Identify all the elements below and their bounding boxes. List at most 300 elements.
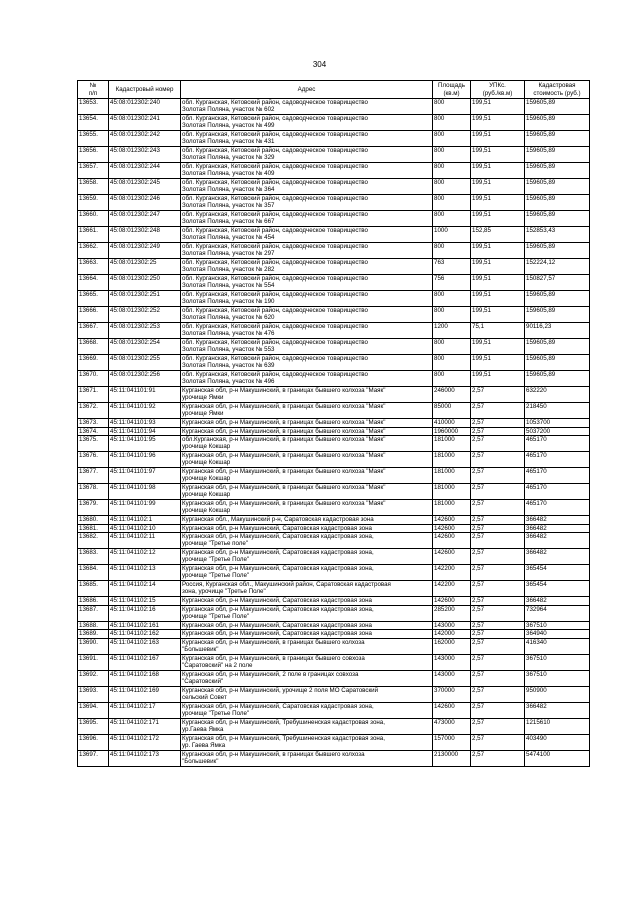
upks-value: 2,57 (471, 468, 525, 484)
table-header-row (78, 81, 590, 99)
cadastral-cost-value: 152224,12 (525, 259, 590, 275)
cadastral-cost-value: 366482 (525, 549, 590, 565)
cadastral-cost-value: 1053700 (525, 419, 590, 428)
row-number: 13670. (78, 371, 109, 387)
row-number: 13679. (78, 500, 109, 516)
cadastral-number: 45:08:012302:255 (109, 355, 181, 371)
row-number: 13690. (78, 638, 109, 654)
address-line: Золотая Поляна, участок № 454 (182, 234, 275, 242)
address-line: урочище "Третье поле" (182, 540, 249, 548)
table-row (78, 621, 590, 630)
cadastral-number: 45:11:041102:13 (109, 565, 181, 581)
cadastral-number: 45:11:041101:97 (109, 468, 181, 484)
cadastral-cost-value: 159605,89 (525, 163, 590, 179)
upks-value: 2,57 (471, 581, 525, 597)
table-row (78, 630, 590, 639)
address-line: обл. Курганская, Кетовский район, садоводческое товарищество (182, 355, 368, 362)
area-value: 85000 (433, 403, 471, 419)
row-number: 13694. (78, 702, 109, 718)
row-number: 13697. (78, 750, 109, 766)
address-cell (181, 259, 433, 275)
area-value: 142600 (433, 597, 471, 606)
cadastral-number: 45:11:041102:16 (109, 605, 181, 621)
table-body (78, 99, 590, 767)
address-line: Золотая Поляна, участок № 620 (182, 314, 275, 322)
address-line: Золотая Поляна, участок № 476 (182, 330, 275, 338)
address-cell (181, 339, 433, 355)
address-cell (181, 211, 433, 227)
page-number: 304 (312, 60, 327, 69)
address-line: урочище "Третье Поле" (182, 709, 250, 717)
header-num-line2: п/п (88, 89, 98, 97)
row-number: 13689. (78, 630, 109, 639)
area-value: 800 (433, 371, 471, 387)
address-line: обл. Курганская, Кетовский район, садоводческое товарищество (182, 339, 368, 346)
cadastral-cost-value: 152853,43 (525, 227, 590, 243)
upks-value: 199,51 (471, 147, 525, 163)
header-cost-line1: Кадастровая (538, 82, 576, 90)
cadastral-number: 45:08:012302:244 (109, 163, 181, 179)
table-row (78, 581, 590, 597)
upks-value: 2,57 (471, 605, 525, 621)
table-row (78, 654, 590, 670)
table-row (78, 516, 590, 525)
row-number: 13668. (78, 339, 109, 355)
upks-value: 2,57 (471, 630, 525, 639)
address-cell (181, 630, 433, 639)
table-row (78, 323, 590, 339)
cadastral-number: 45:11:041102:169 (109, 686, 181, 702)
row-number: 13669. (78, 355, 109, 371)
row-number: 13663. (78, 259, 109, 275)
upks-value: 199,51 (471, 195, 525, 211)
row-number: 13658. (78, 179, 109, 195)
cadastral-number: 45:11:041102:14 (109, 581, 181, 597)
upks-value: 152,85 (471, 227, 525, 243)
address-line: Курганская обл, р-н Макушинский, в границах бывшего колхоза "Маяк" (182, 468, 386, 475)
address-line: урочище Кокшар (182, 491, 231, 499)
address-cell (181, 734, 433, 750)
address-line: урочище "Третье Поле" (182, 556, 250, 564)
cadastral-cost-value: 159605,89 (525, 179, 590, 195)
row-number: 13659. (78, 195, 109, 211)
row-number: 13657. (78, 163, 109, 179)
address-cell (181, 452, 433, 468)
cadastral-cost-value: 632220 (525, 387, 590, 403)
address-cell (181, 427, 433, 436)
cadastral-number: 45:11:041102:172 (109, 734, 181, 750)
area-value: 1000 (433, 227, 471, 243)
cadastral-number: 45:08:012302:254 (109, 339, 181, 355)
cadastral-number: 45:08:012302:242 (109, 131, 181, 147)
table-row (78, 702, 590, 718)
address-line: обл. Курганская, Кетовский район, садоводческое товарищество (182, 259, 368, 266)
cadastral-cost-value: 159605,89 (525, 291, 590, 307)
cadastral-cost-value: 366482 (525, 533, 590, 549)
upks-value: 199,51 (471, 307, 525, 323)
cadastral-cost-value: 366482 (525, 597, 590, 606)
header-area (433, 81, 471, 99)
address-line: Курганская обл, р-н Макушинский, в границах бывшего колхоза "Маяк" (182, 452, 386, 459)
cadastral-number: 45:11:041102:1 (109, 516, 181, 525)
cadastral-cost-value: 465170 (525, 484, 590, 500)
address-line: "Большевик" (182, 645, 219, 653)
row-number: 13672. (78, 403, 109, 419)
row-number: 13692. (78, 670, 109, 686)
area-value: 1960000 (433, 427, 471, 436)
area-value: 181000 (433, 436, 471, 452)
address-line: Курганская обл, р-н Макушинский, Саратовская кадастровая зона, (182, 549, 374, 556)
cadastral-cost-value: 159605,89 (525, 355, 590, 371)
address-cell (181, 403, 433, 419)
address-line: Курганская обл, р-н Макушинский, Саратовская кадастровая зона (182, 621, 372, 629)
row-number: 13687. (78, 605, 109, 621)
address-line: Золотая Поляна, участок № 409 (182, 170, 275, 178)
upks-value: 199,51 (471, 115, 525, 131)
row-number: 13695. (78, 718, 109, 734)
area-value: 142600 (433, 702, 471, 718)
cadastral-number: 45:11:041102:163 (109, 638, 181, 654)
cadastral-cost-value: 367510 (525, 621, 590, 630)
area-value: 181000 (433, 452, 471, 468)
address-line: обл. Курганская, Кетовский район, садоводческое товарищество (182, 99, 368, 106)
cadastral-cost-value: 5474100 (525, 750, 590, 766)
area-value: 800 (433, 243, 471, 259)
address-line: урочище Ямки (182, 410, 224, 418)
address-line: "Большевик" (182, 757, 219, 765)
table-row (78, 436, 590, 452)
table-row (78, 339, 590, 355)
cadastral-cost-value: 367510 (525, 654, 590, 670)
cadastral-register-table (77, 80, 590, 767)
upks-value: 2,57 (471, 549, 525, 565)
header-num (78, 81, 109, 99)
row-number: 13686. (78, 597, 109, 606)
address-line: Курганская обл, р-н Макушинский, в границах бывшего колхоза "Маяк" (182, 403, 386, 410)
address-line: Золотая Поляна, участок № 329 (182, 154, 275, 162)
address-line: обл.Курганская, р-н Макушинский, в границах бывшего колхоза "Маяк" (182, 436, 386, 443)
cadastral-cost-value: 1215610 (525, 718, 590, 734)
table-row (78, 131, 590, 147)
upks-value: 199,51 (471, 259, 525, 275)
area-value: 142600 (433, 516, 471, 525)
cadastral-cost-value: 90116,23 (525, 323, 590, 339)
cadastral-cost-value: 364940 (525, 630, 590, 639)
area-value: 143000 (433, 654, 471, 670)
address-cell (181, 597, 433, 606)
address-line: урочище "Третье Поле" (182, 612, 250, 620)
cadastral-cost-value: 159605,89 (525, 339, 590, 355)
row-number: 13664. (78, 275, 109, 291)
cadastral-cost-value: 159605,89 (525, 131, 590, 147)
address-line: обл. Курганская, Кетовский район, садоводческое товарищество (182, 115, 368, 122)
address-cell (181, 533, 433, 549)
upks-value: 2,57 (471, 524, 525, 533)
address-line: урочище "Третье Поле" (182, 572, 250, 580)
cadastral-number: 45:08:012302:249 (109, 243, 181, 259)
row-number: 13696. (78, 734, 109, 750)
table-row (78, 524, 590, 533)
address-cell (181, 654, 433, 670)
address-line: "Саратовский" на 2 поле (182, 661, 253, 669)
address-line: Курганская обл, р-н Макушинский, в границах бывшего совхоза (182, 654, 365, 662)
header-address: Адрес (181, 81, 433, 99)
address-line: Курганская обл, р-н Макушинский, Саратовская кадастровая зона (182, 597, 372, 604)
area-value: 157000 (433, 734, 471, 750)
upks-value: 2,57 (471, 387, 525, 403)
area-value: 142200 (433, 565, 471, 581)
address-line: Курганская обл, р-н Макушинский, в границах бывшего колхоза "Маяк" (182, 387, 386, 394)
cadastral-cost-value: 159605,89 (525, 371, 590, 387)
address-cell (181, 670, 433, 686)
address-line: сельский Совет (182, 693, 227, 701)
address-line: Курганская обл., Макушинский р-н, Саратовская кадастровая зона (182, 516, 374, 523)
upks-value: 2,57 (471, 533, 525, 549)
address-line: урочище Кокшар (182, 459, 231, 467)
cadastral-cost-value: 367510 (525, 670, 590, 686)
upks-value: 2,57 (471, 734, 525, 750)
address-line: Курганская обл, р-н Макушинский, в границах бывшего колхоза (182, 638, 365, 646)
address-line: обл. Курганская, Кетовский район, садоводческое товарищество (182, 323, 368, 330)
area-value: 142600 (433, 533, 471, 549)
cadastral-number: 45:08:012302:250 (109, 275, 181, 291)
address-line: Золотая Поляна, участок № 667 (182, 218, 275, 226)
area-value: 800 (433, 291, 471, 307)
cadastral-number: 45:11:041101:99 (109, 500, 181, 516)
upks-value: 199,51 (471, 275, 525, 291)
row-number: 13676. (78, 452, 109, 468)
address-cell (181, 147, 433, 163)
upks-value: 199,51 (471, 179, 525, 195)
cadastral-cost-value: 159605,89 (525, 99, 590, 115)
row-number: 13662. (78, 243, 109, 259)
row-number: 13691. (78, 654, 109, 670)
address-cell (181, 468, 433, 484)
address-line: обл. Курганская, Кетовский район, садоводческое товарищество (182, 227, 368, 234)
cadastral-number: 45:11:041102:162 (109, 630, 181, 639)
cadastral-cost-value: 465170 (525, 436, 590, 452)
area-value: 756 (433, 275, 471, 291)
area-value: 800 (433, 115, 471, 131)
cadastral-cost-value: 159605,89 (525, 243, 590, 259)
area-value: 800 (433, 179, 471, 195)
address-cell (181, 750, 433, 766)
upks-value: 2,57 (471, 403, 525, 419)
cadastral-cost-value: 366482 (525, 524, 590, 533)
area-value: 2130000 (433, 750, 471, 766)
cadastral-number: 45:08:012302:247 (109, 211, 181, 227)
cadastral-number: 45:11:041102:11 (109, 533, 181, 549)
header-area-line1: Площадь (438, 82, 465, 90)
upks-value: 199,51 (471, 99, 525, 115)
table-row (78, 307, 590, 323)
cadastral-number: 45:11:041101:92 (109, 403, 181, 419)
cadastral-cost-value: 150827,57 (525, 275, 590, 291)
address-cell (181, 163, 433, 179)
address-line: Курганская обл, р-н Макушинский, Саратовская кадастровая зона, (182, 702, 374, 710)
address-line: обл. Курганская, Кетовский район, садоводческое товарищество (182, 291, 368, 298)
cadastral-number: 45:11:041101:96 (109, 452, 181, 468)
table-row (78, 243, 590, 259)
address-line: Курганская обл, р-н Макушинский, Саратовская кадастровая зона, (182, 605, 374, 613)
address-cell (181, 307, 433, 323)
address-cell (181, 99, 433, 115)
address-line: Золотая Поляна, участок № 553 (182, 346, 275, 354)
upks-value: 2,57 (471, 484, 525, 500)
header-area-line2: (кв.м) (443, 89, 460, 97)
cadastral-number: 45:11:041102:173 (109, 750, 181, 766)
upks-value: 199,51 (471, 291, 525, 307)
area-value: 800 (433, 355, 471, 371)
cadastral-cost-value: 416340 (525, 638, 590, 654)
cadastral-cost-value: 159605,89 (525, 307, 590, 323)
cadastral-number: 45:11:041101:94 (109, 427, 181, 436)
table-row (78, 638, 590, 654)
cadastral-number: 45:11:041102:171 (109, 718, 181, 734)
area-value: 800 (433, 163, 471, 179)
table-row (78, 403, 590, 419)
header-upks-line2: (руб./кв.м) (482, 89, 513, 97)
table-row (78, 533, 590, 549)
cadastral-number: 45:11:041101:93 (109, 419, 181, 428)
cadastral-cost-value: 366482 (525, 516, 590, 525)
address-line: обл. Курганская, Кетовский район, садоводческое товарищество (182, 371, 368, 378)
address-line: Золотая Поляна, участок № 554 (182, 282, 275, 290)
address-line: Золотая Поляна, участок № 639 (182, 362, 275, 370)
address-cell (181, 484, 433, 500)
address-cell (181, 243, 433, 259)
area-value: 763 (433, 259, 471, 275)
address-cell (181, 565, 433, 581)
address-line: Курганская обл, р-н Макушинский, Саратовская кадастровая зона (182, 630, 372, 637)
upks-value: 2,57 (471, 621, 525, 630)
table-row (78, 597, 590, 606)
cadastral-number: 45:11:041102:10 (109, 524, 181, 533)
address-line: обл. Курганская, Кетовский район, садоводческое товарищество (182, 179, 368, 186)
area-value: 143000 (433, 670, 471, 686)
table-row (78, 275, 590, 291)
table-row (78, 419, 590, 428)
area-value: 800 (433, 131, 471, 147)
row-number: 13684. (78, 565, 109, 581)
address-cell (181, 323, 433, 339)
cadastral-number: 45:08:012302:252 (109, 307, 181, 323)
address-cell (181, 291, 433, 307)
cadastral-cost-value: 159605,89 (525, 211, 590, 227)
address-cell (181, 419, 433, 428)
cadastral-cost-value: 159605,89 (525, 147, 590, 163)
address-line: Курганская обл, р-н Макушинский, в границах бывшего колхоза "Маяк" (182, 427, 386, 435)
cadastral-cost-value: 950900 (525, 686, 590, 702)
row-number: 13660. (78, 211, 109, 227)
cadastral-cost-value: 403490 (525, 734, 590, 750)
cadastral-cost-value: 366482 (525, 702, 590, 718)
upks-value: 2,57 (471, 500, 525, 516)
table-row (78, 211, 590, 227)
upks-value: 2,57 (471, 419, 525, 428)
cadastral-number: 45:08:012302:248 (109, 227, 181, 243)
table-row (78, 549, 590, 565)
upks-value: 199,51 (471, 339, 525, 355)
address-line: Золотая Поляна, участок № 190 (182, 298, 275, 306)
table-row (78, 387, 590, 403)
table-row (78, 195, 590, 211)
upks-value: 2,57 (471, 436, 525, 452)
address-cell (181, 638, 433, 654)
row-number: 13683. (78, 549, 109, 565)
row-number: 13677. (78, 468, 109, 484)
address-line: Золотая Поляна, участок № 602 (182, 106, 275, 114)
area-value: 181000 (433, 468, 471, 484)
cadastral-number: 45:08:012302:25 (109, 259, 181, 275)
address-cell (181, 115, 433, 131)
upks-value: 2,57 (471, 718, 525, 734)
cadastral-cost-value: 465170 (525, 468, 590, 484)
area-value: 800 (433, 99, 471, 115)
address-cell (181, 524, 433, 533)
row-number: 13685. (78, 581, 109, 597)
address-line: ур. Гаева Ямка (182, 741, 226, 749)
cadastral-number: 45:11:041102:167 (109, 654, 181, 670)
header-upks-line1: УПКс. (489, 82, 506, 90)
cadastral-cost-value: 365454 (525, 565, 590, 581)
address-line: Курганская обл, р-н Макушинский, в границах бывшего колхоза (182, 750, 365, 758)
address-line: урочище Кокшар (182, 507, 231, 515)
area-value: 800 (433, 339, 471, 355)
area-value: 285200 (433, 605, 471, 621)
address-line: обл. Курганская, Кетовский район, садоводческое товарищество (182, 195, 368, 202)
upks-value: 199,51 (471, 131, 525, 147)
header-cadastral: Кадастровый номер (109, 81, 181, 99)
upks-value: 75,1 (471, 323, 525, 339)
address-cell (181, 581, 433, 597)
cadastral-number: 45:11:041102:168 (109, 670, 181, 686)
address-cell (181, 500, 433, 516)
row-number: 13681. (78, 524, 109, 533)
cadastral-number: 45:08:012302:241 (109, 115, 181, 131)
row-number: 13680. (78, 516, 109, 525)
address-line: урочище Ямки (182, 394, 224, 402)
table-row (78, 686, 590, 702)
address-cell (181, 718, 433, 734)
address-line: обл. Курганская, Кетовский район, садоводческое товарищество (182, 275, 368, 282)
address-line: Курганская обл, р-н Макушинский, 2 поле в границах совхоза (182, 670, 359, 678)
cadastral-number: 45:08:012302:240 (109, 99, 181, 115)
upks-value: 199,51 (471, 371, 525, 387)
header-upks (471, 81, 525, 99)
area-value: 800 (433, 195, 471, 211)
row-number: 13673. (78, 419, 109, 428)
address-line: Золотая Поляна, участок № 357 (182, 202, 275, 210)
table-row (78, 291, 590, 307)
address-cell (181, 227, 433, 243)
cadastral-cost-value: 5037200 (525, 427, 590, 436)
cadastral-number: 45:11:041102:161 (109, 621, 181, 630)
cadastral-number: 45:08:012302:253 (109, 323, 181, 339)
upks-value: 2,57 (471, 750, 525, 766)
address-cell (181, 549, 433, 565)
area-value: 143000 (433, 621, 471, 630)
upks-value: 2,57 (471, 427, 525, 436)
upks-value: 2,57 (471, 565, 525, 581)
cadastral-cost-value: 732964 (525, 605, 590, 621)
area-value: 473000 (433, 718, 471, 734)
address-line: обл. Курганская, Кетовский район, садоводческое товарищество (182, 211, 368, 218)
cadastral-number: 45:11:041102:17 (109, 702, 181, 718)
address-line: урочище Кокшар (182, 443, 231, 451)
cadastral-cost-value: 159605,89 (525, 195, 590, 211)
area-value: 1200 (433, 323, 471, 339)
